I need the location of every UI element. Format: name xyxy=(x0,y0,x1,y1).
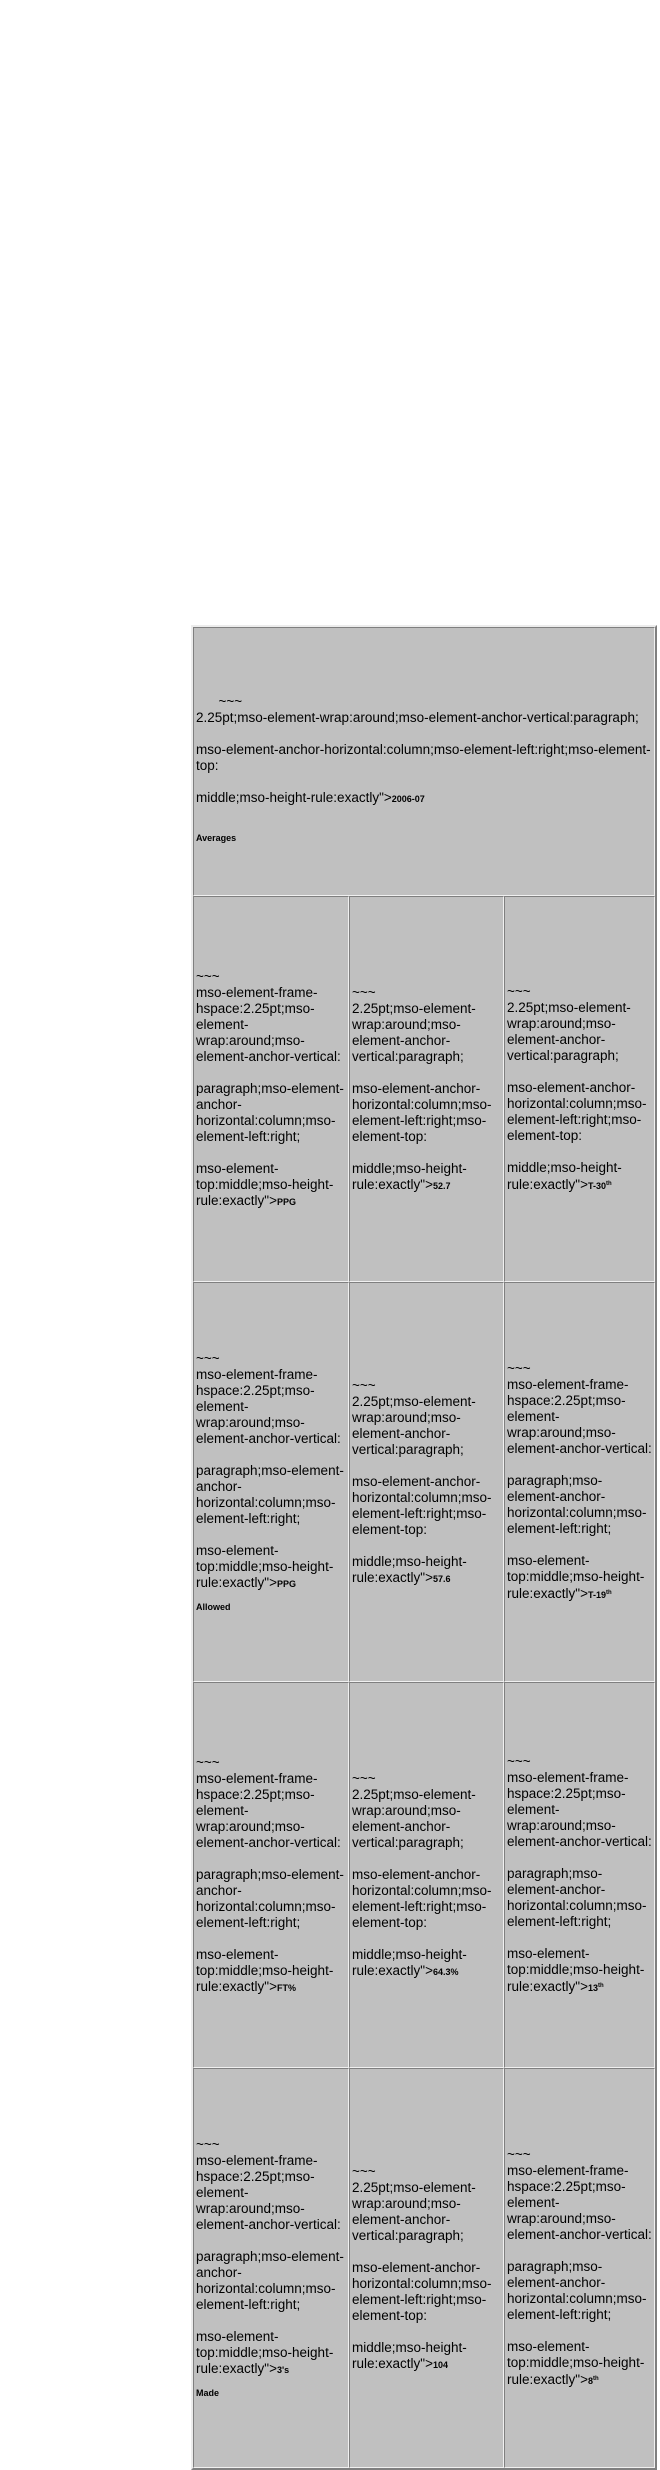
stat-label-cell xyxy=(193,1282,349,1682)
stat-rank xyxy=(588,1181,612,1191)
stat-rank-cell xyxy=(504,1282,655,1682)
stat-value: 104 xyxy=(432,2359,448,2370)
cell-code-text: ~~~ 2.25pt;mso-element-wrap:around;mso-element-anchor-vertical:paragraph; mso-element-anchor-horizontal:column;mso-element-left:right;mso-element-top: middle;mso-height-rule:exactly"> xyxy=(352,1377,492,1585)
cell-code-text: ~~~ mso-element-frame-hspace:2.25pt;mso-element-wrap:around;mso-element-anchor-vertical: paragraph;mso-element-anchor-horizontal:column;mso-element-left:right; mso-element-top:middle;mso-height-rule:exactly"> xyxy=(196,2136,344,2376)
cell-code-text: ~~~ mso-element-frame-hspace:2.25pt;mso-element-wrap:around;mso-element-anchor-vertical: paragraph;mso-element-anchor-horizontal:column;mso-element-left:right; mso-element-top:middle;mso-height-rule:exactly"> xyxy=(196,1350,344,1590)
stat-rank-cell xyxy=(504,1682,655,2068)
rank-suffix: th xyxy=(605,1590,612,1596)
stat-rank xyxy=(588,1983,604,1993)
stat-rank xyxy=(588,2376,599,2386)
rank-suffix: th xyxy=(592,2376,599,2382)
stat-label-cell xyxy=(193,2068,349,2468)
stat-label-note: Made xyxy=(196,2387,220,2398)
stat-value-cell xyxy=(349,1682,504,2068)
rank-number: 8 xyxy=(587,2376,593,2386)
stat-label-cell xyxy=(193,1682,349,2068)
stat-label-cell xyxy=(193,896,349,1282)
stat-rank-cell xyxy=(504,2068,655,2468)
stats-table xyxy=(191,625,657,2470)
rank-suffix: th xyxy=(605,1181,612,1187)
rank-number: T-19 xyxy=(587,1590,606,1600)
stat-label: PPG xyxy=(276,1578,296,1589)
stat-rank-cell xyxy=(504,896,655,1282)
cell-code-text: ~~~ mso-element-frame-hspace:2.25pt;mso-element-wrap:around;mso-element-anchor-vertical: paragraph;mso-element-anchor-horizontal:column;mso-element-left:right; mso-element-top:middle;mso-height-rule:exactly"> xyxy=(507,2147,652,2387)
cell-code-text: ~~~ mso-element-frame-hspace:2.25pt;mso-element-wrap:around;mso-element-anchor-vertical: paragraph;mso-element-anchor-horizontal:column;mso-element-left:right; mso-element-top:middle;mso-height-rule:exactly"> xyxy=(507,1754,652,1994)
stat-label: 3's xyxy=(276,2364,290,2375)
cell-code-text: ~~~ mso-element-frame-hspace:2.25pt;mso-element-wrap:around;mso-element-anchor-vertical: paragraph;mso-element-anchor-horizontal:column;mso-element-left:right; mso-element-top:middle;mso-height-rule:exactly"> xyxy=(196,1754,344,1994)
stat-value-cell xyxy=(349,896,504,1282)
rank-number: 13 xyxy=(587,1983,598,1993)
stat-value: 64.3% xyxy=(432,1966,459,1977)
rank-number: T-30 xyxy=(587,1181,606,1191)
cell-code-text: ~~~ mso-element-frame-hspace:2.25pt;mso-element-wrap:around;mso-element-anchor-vertical: paragraph;mso-element-anchor-horizontal:column;mso-element-left:right; mso-element-top:middle;mso-height-rule:exactly"> xyxy=(196,968,344,1208)
header-season-value: 2006-07 xyxy=(391,794,425,804)
header-note: Averages xyxy=(196,833,237,843)
cell-code-text: ~~~ mso-element-frame-hspace:2.25pt;mso-element-wrap:around;mso-element-anchor-vertical: paragraph;mso-element-anchor-horizontal:column;mso-element-left:right; mso-element-top:middle;mso-height-rule:exactly"> xyxy=(507,1361,652,1601)
cell-code-text: ~~~ 2.25pt;mso-element-wrap:around;mso-element-anchor-vertical:paragraph; mso-element-anchor-horizontal:column;mso-element-left:right;mso-element-top: middle;mso-height-rule:exactly"> xyxy=(352,984,492,1192)
cell-code-text: ~~~ 2.25pt;mso-element-wrap:around;mso-element-anchor-vertical:paragraph; mso-element-anchor-horizontal:column;mso-element-left:right;mso-element-top: middle;mso-height-rule:exactly"> xyxy=(352,2163,492,2371)
stat-value: 57.6 xyxy=(432,1573,451,1584)
stat-label: PPG xyxy=(276,1196,296,1207)
cell-code-text: ~~~ 2.25pt;mso-element-wrap:around;mso-element-anchor-vertical:paragraph; mso-element-anchor-horizontal:column;mso-element-left:right;mso-element-top: middle;mso-height-rule:exactly"> xyxy=(352,1770,492,1978)
stat-rank xyxy=(588,1590,612,1600)
cell-code-text: ~~~ 2.25pt;mso-element-wrap:around;mso-element-anchor-vertical:paragraph; mso-element-anchor-horizontal:column;mso-element-left:right;mso-element-top: middle;mso-height-rule:exactly"> xyxy=(507,984,647,1192)
rank-suffix: th xyxy=(597,1983,604,1989)
stat-label-note: Allowed xyxy=(196,1601,231,1612)
stat-value-cell xyxy=(349,2068,504,2468)
stat-label: FT% xyxy=(276,1982,296,1993)
header-code-text: ~~~ 2.25pt;mso-element-wrap:around;mso-element-anchor-vertical:paragraph; mso-element-anchor-horizontal:column;mso-element-left:right;mso-element-top: middle;mso-height-rule:exactly"> xyxy=(196,694,651,805)
stat-value: 52.7 xyxy=(432,1180,451,1191)
stat-value-cell xyxy=(349,1282,504,1682)
header-cell xyxy=(193,627,655,896)
